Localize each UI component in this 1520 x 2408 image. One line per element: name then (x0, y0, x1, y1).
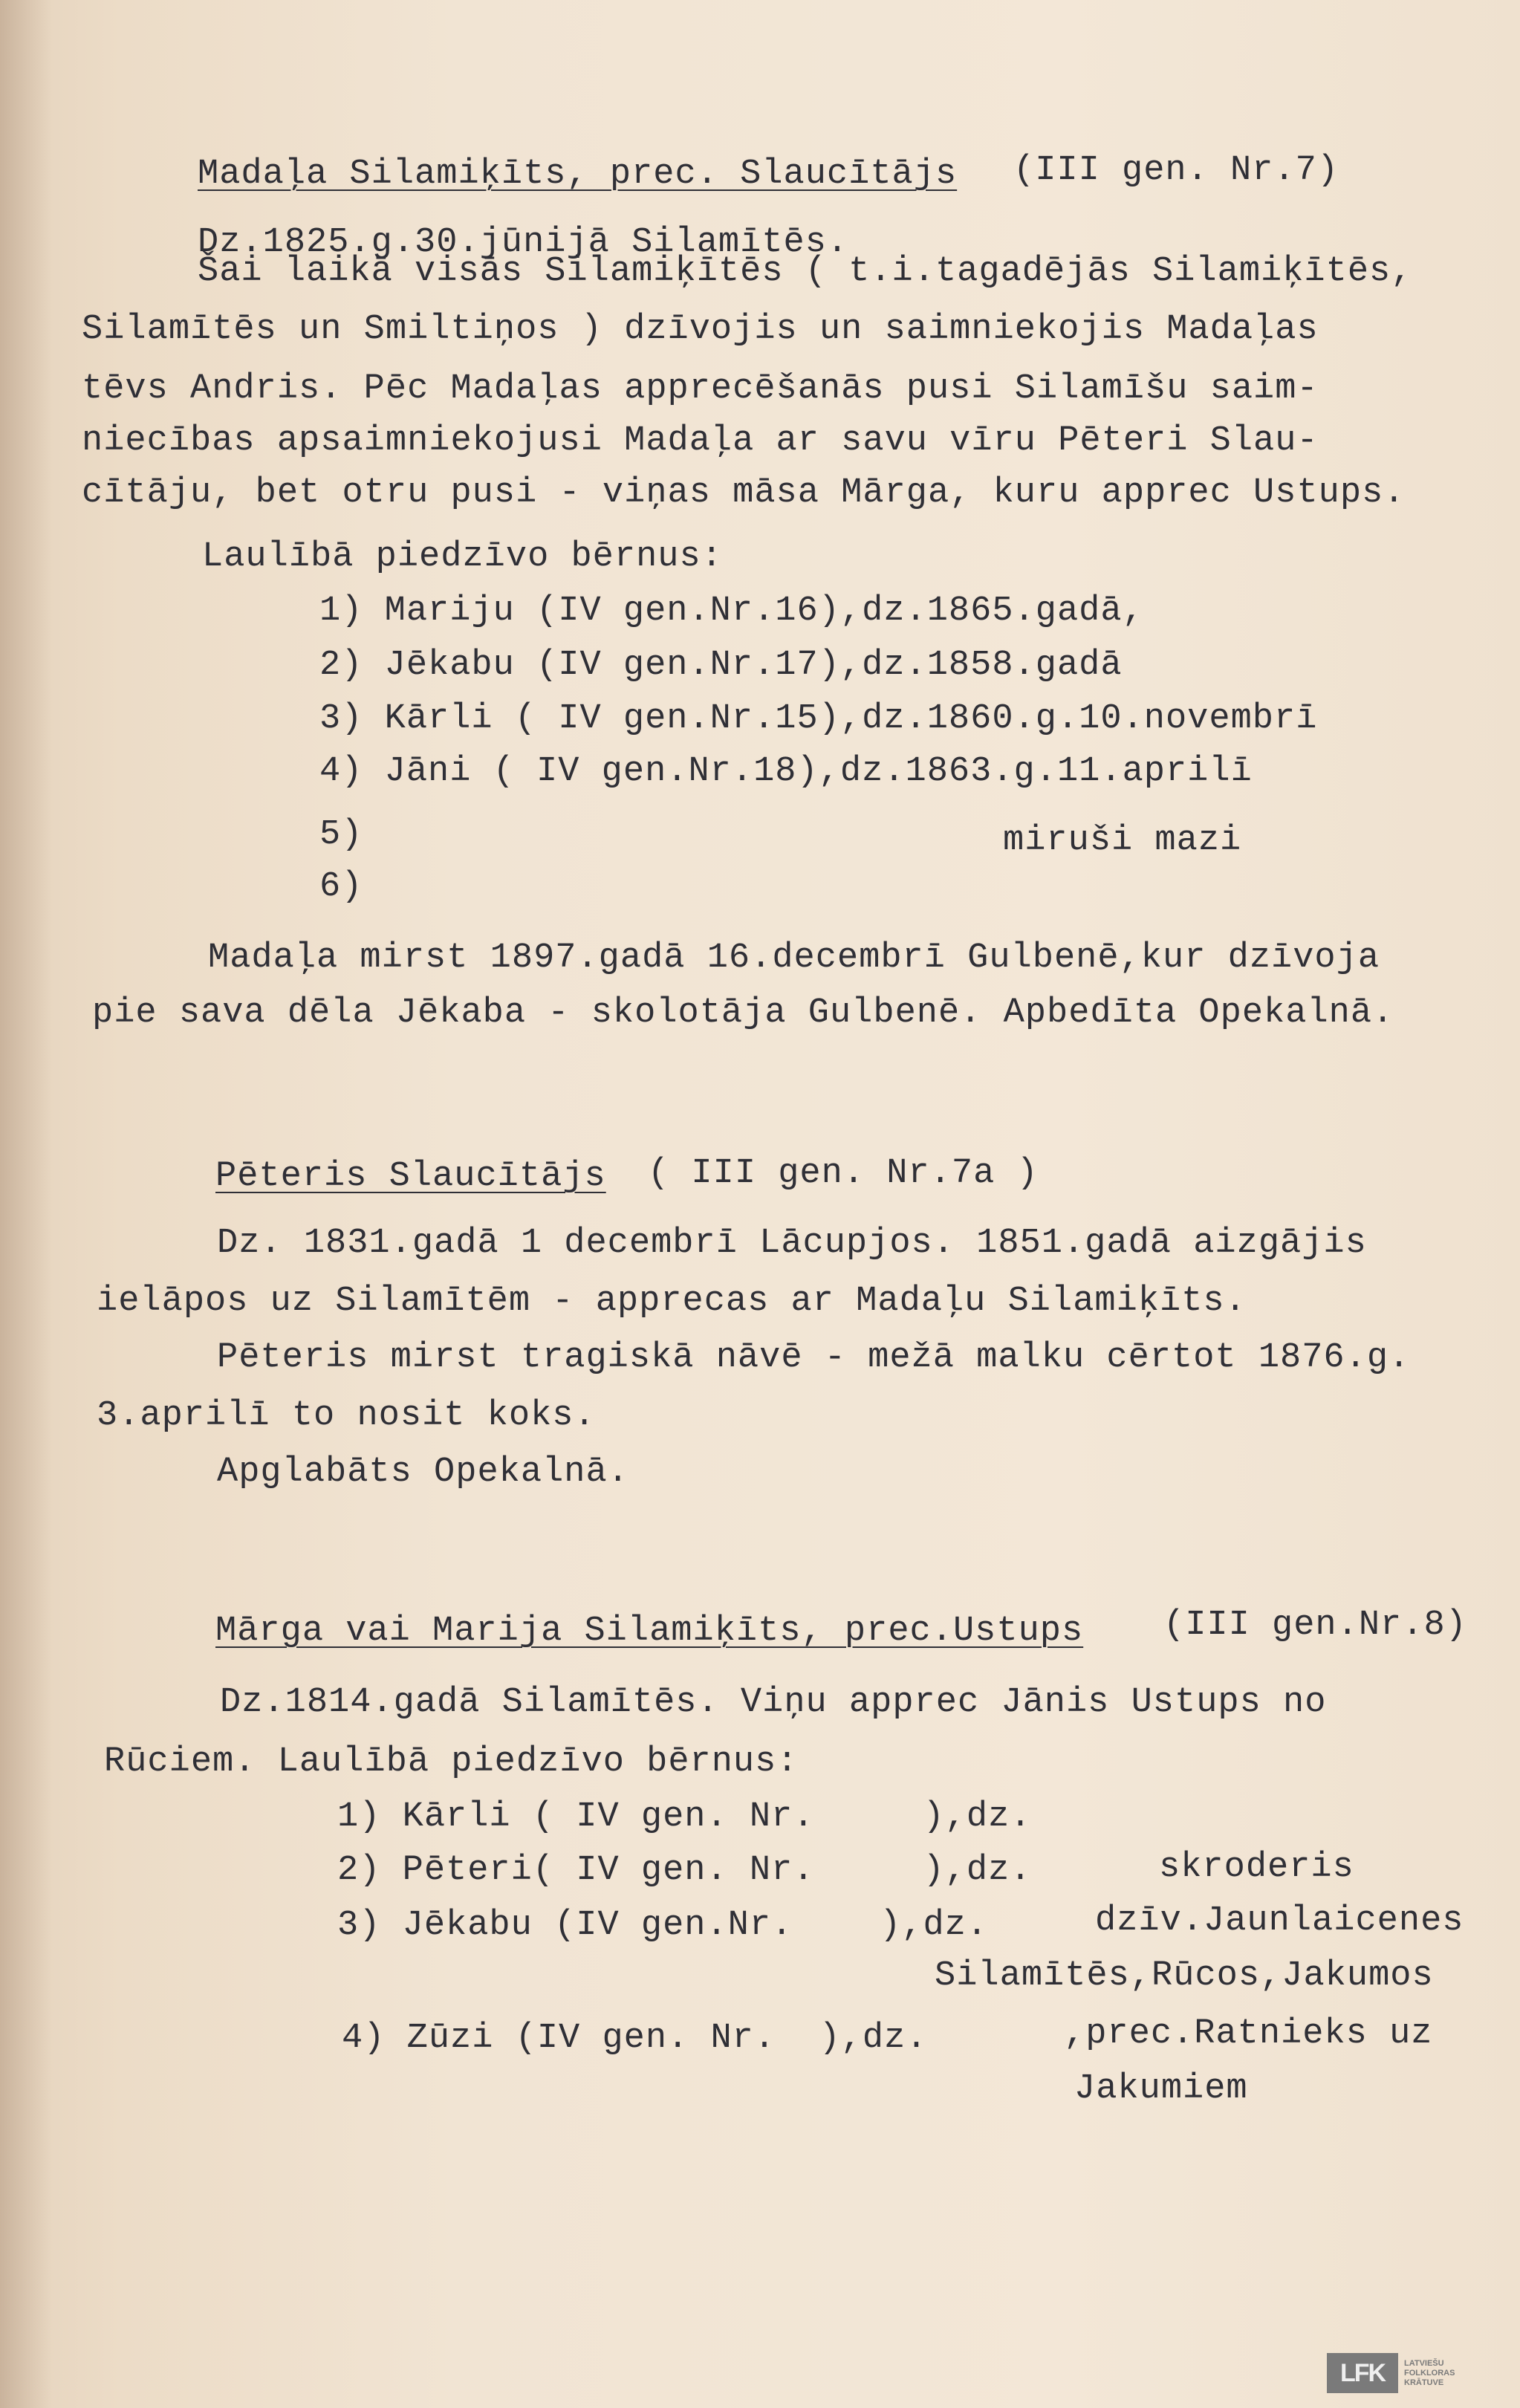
child-item: 2) Pēteri( IV gen. Nr. ),dz. (337, 1851, 1032, 1890)
archive-logo (1327, 2351, 1498, 2395)
section1-line: cītāju, bet otru pusi - viņas māsa Mārga, kuru apprec Ustups. (82, 473, 1406, 513)
child-note: skroderis (1159, 1848, 1354, 1887)
section3-heading-ref: (III gen.Nr.8) (1163, 1606, 1467, 1645)
section2-heading: Pēteris Slaucītājs (215, 1157, 606, 1196)
section1-line: Laulībā piedzīvo bērnus: (202, 537, 723, 577)
section2-line: Dz. 1831.gadā 1 decembrī Lācupjos. 1851.gadā aizgājis (217, 1224, 1367, 1263)
child-note: Jakumiem (1074, 2069, 1248, 2109)
child-item: 3) Jēkabu (IV gen.Nr. ),dz. (337, 1906, 989, 1945)
section2-line: Pēteris mirst tragiskā nāvē - mežā malku cērtot 1876.g. (217, 1338, 1411, 1377)
section1-line: Šai laikā visās Silamiķītēs ( t.i.tagadējās Silamiķītēs, (198, 252, 1413, 291)
section2-line: ielāpos uz Silamītēm - apprecas ar Madaļu Silamiķīts. (97, 1282, 1247, 1321)
section1-line: Silamītēs un Smiltiņos ) dzīvojis un saimniekojis Madaļas (82, 310, 1319, 349)
section3-line: Dz.1814.gadā Silamītēs. Viņu apprec Jānis Ustups no (220, 1683, 1327, 1722)
died-young-note: miruši mazi (1003, 821, 1242, 860)
section1-death-line: Madaļa mirst 1897.gadā 16.decembrī Gulbenē,kur dzīvoja (208, 938, 1380, 978)
child-item: 3) Kārli ( IV gen.Nr.15),dz.1860.g.10.novembrī (319, 699, 1318, 739)
child-note: Silamītēs,Rūcos,Jakumos (935, 1956, 1434, 1996)
archive-logo-mark: LFK (1327, 2353, 1398, 2393)
child-item: 1) Kārli ( IV gen. Nr. ),dz. (337, 1797, 1032, 1837)
child-item: 1) Mariju (IV gen.Nr.16),dz.1865.gadā, (319, 591, 1144, 631)
page-edge-shadow (0, 0, 52, 2408)
section3-line: Rūciem. Laulībā piedzīvo bērnus: (104, 1742, 799, 1782)
section2-line: 3.aprilī to nosit koks. (97, 1396, 596, 1435)
section2-line: Apglabāts Opekalnā. (217, 1453, 629, 1492)
section2-heading-ref: ( III gen. Nr.7a ) (648, 1154, 1039, 1193)
archive-logo-text: LATVIEŠU FOLKLORAS KRĀTUVE (1404, 2358, 1455, 2387)
section1-heading-ref: (III gen. Nr.7) (1013, 151, 1339, 190)
child-item: 4) Jāni ( IV gen.Nr.18),dz.1863.g.11.aprilī (319, 752, 1253, 791)
child-item: 4) Zūzi (IV gen. Nr. ),dz. (342, 2019, 928, 2058)
section1-death-line: pie sava dēla Jēkaba - skolotāja Gulbenē. Apbedīta Opekalnā. (92, 993, 1394, 1033)
section3-heading: Mārga vai Marija Silamiķīts, prec.Ustups (215, 1612, 1084, 1651)
section1-line: Dz.1825.g.30.jūnijā Silamītēs. (198, 223, 849, 262)
section1-heading: Madaļa Silamiķīts, prec. Slaucītājs (198, 155, 958, 194)
section1-line: niecības apsaimniekojusi Madaļa ar savu vīru Pēteri Slau- (82, 421, 1319, 461)
child-item: 5) (319, 815, 363, 854)
child-item: 6) (319, 867, 363, 906)
child-note: ,prec.Ratnieks uz (1064, 2014, 1433, 2054)
section1-line: tēvs Andris. Pēc Madaļas apprecēšanās pusi Silamīšu saim- (82, 369, 1319, 409)
child-note: dzīv.Jaunlaicenes (1095, 1901, 1464, 1941)
child-item: 2) Jēkabu (IV gen.Nr.17),dz.1858.gadā (319, 646, 1123, 685)
